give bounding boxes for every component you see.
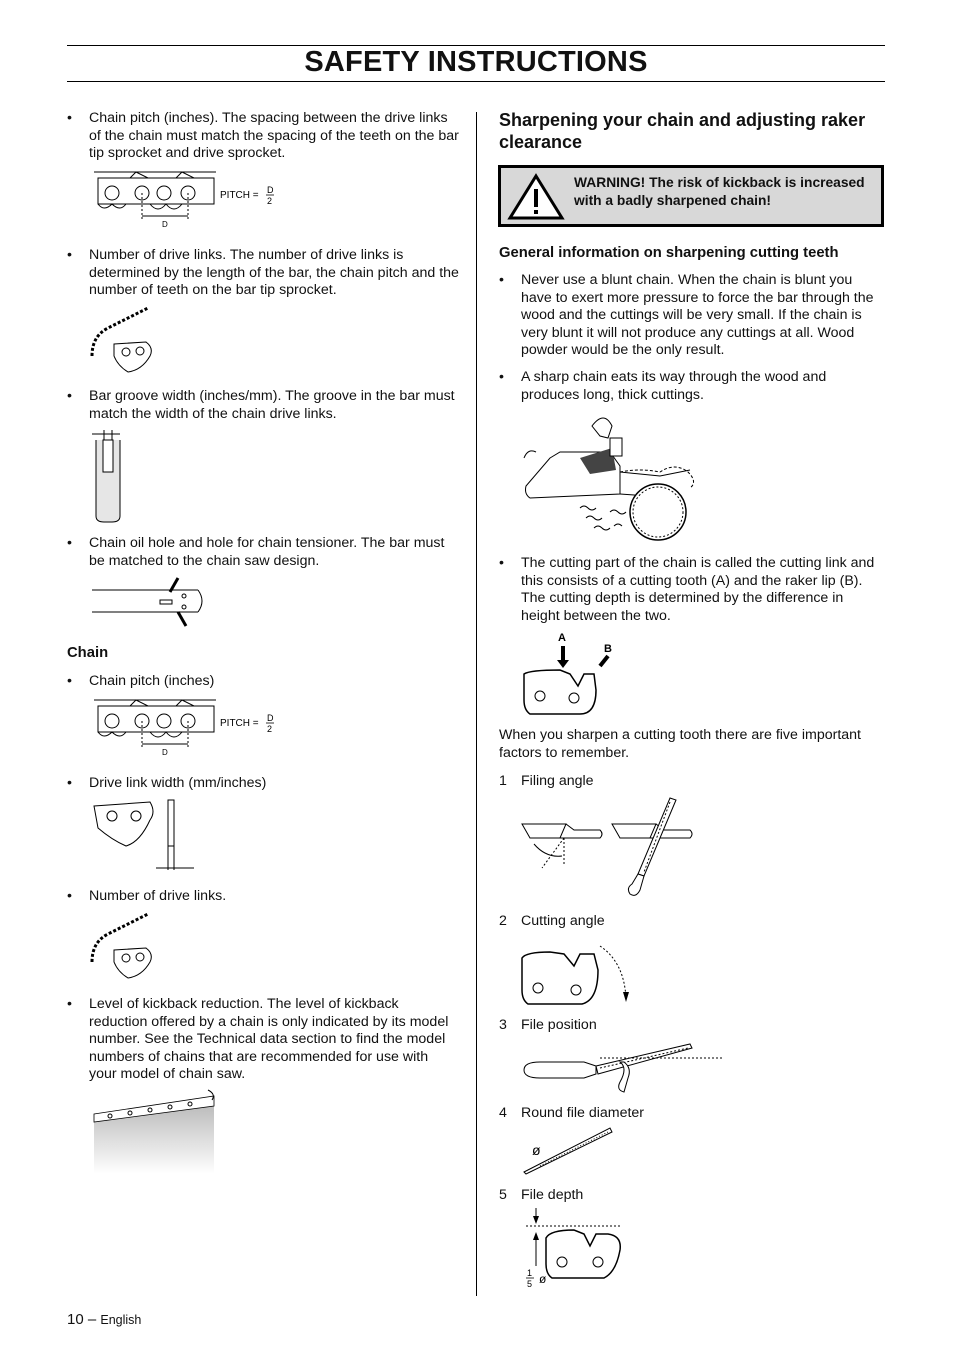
drive-links-illustration-2 (88, 912, 160, 982)
bullet-text: Chain oil hole and hole for chain tensioner. The bar must be matched to the chain saw design. (89, 535, 445, 569)
filing-angle-illustration (520, 794, 700, 902)
d-label: D (162, 748, 168, 757)
footer-language: English (100, 1313, 142, 1327)
bullet-text: Number of drive links. (89, 888, 227, 904)
d-label: D (162, 220, 168, 229)
page-number: 10 – (67, 1311, 97, 1328)
factors-intro: When you sharpen a cutting tooth there are five important factors to remember. (499, 727, 861, 761)
depth-denominator: 5 (527, 1279, 533, 1289)
factor-number: 2 (499, 913, 507, 929)
title-rule (67, 81, 885, 82)
pitch-denominator: 2 (267, 724, 273, 734)
drive-links-illustration (88, 306, 160, 376)
bullet-text: Never use a blunt chain. When the chain is blunt you have to exert more pressure to force the bar through the wood and the cuttings will be very small. If the chain is very blunt it will not produce any cuttings at all. Wood powder would be the only result. (521, 272, 874, 359)
file-depth-illustration (522, 1206, 632, 1290)
bullet-text: A sharp chain eats its way through the wood and produces long, thick cuttings. (521, 369, 827, 403)
factor-label: File position (521, 1017, 597, 1033)
pitch-label: PITCH = (220, 190, 259, 201)
bullet-text: Drive link width (mm/inches) (89, 775, 267, 791)
chainsaw-cutting-illustration (520, 408, 704, 546)
diameter-symbol: ø (532, 1142, 541, 1158)
bar-groove-illustration (90, 430, 130, 525)
bullet-text: Level of kickback reduction. The level of kickback reduction offered by a chain is only indicated by its model number. See the Technical data section to find the model numbers of chains that are recommended for use with your model of chain saw. (89, 996, 449, 1083)
sub-heading: General information on sharpening cutting teeth (499, 245, 839, 261)
warning-box (498, 165, 884, 227)
depth-numerator: 1 (527, 1268, 533, 1278)
bullet-text: Chain pitch (inches). The spacing between the drive links of the chain must match the spacing of the teeth on the bar tip sprocket and drive sprocket. (89, 110, 459, 162)
round-file-illustration (520, 1126, 616, 1178)
file-position-illustration (520, 1038, 726, 1094)
warning-text: WARNING! The risk of kickback is increased with a badly sharpened chain! (574, 175, 865, 208)
pitch-numerator: D (267, 185, 274, 195)
factor-number: 4 (499, 1105, 507, 1121)
cutting-tooth-illustration (520, 630, 620, 720)
warning-triangle-icon (507, 173, 565, 221)
depth-symbol: ø (539, 1272, 547, 1286)
page-footer (67, 1311, 141, 1328)
kickback-chain-illustration (90, 1088, 220, 1176)
cutting-angle-illustration (520, 940, 640, 1006)
section-heading: Sharpening your chain and adjusting raker clearance (499, 110, 866, 152)
factor-number: 5 (499, 1187, 507, 1203)
bullet-text: The cutting part of the chain is called the cutting link and this consists of a cutting tooth (A) and the raker lip (B). The cutting depth is determined by the difference in height between the two. (521, 555, 875, 624)
chain-heading: Chain (67, 645, 109, 661)
label-a: A (558, 632, 566, 644)
factor-label: Round file diameter (521, 1105, 645, 1121)
factor-number: 3 (499, 1017, 507, 1033)
label-b: B (604, 643, 612, 655)
oil-hole-illustration (90, 576, 210, 632)
page-title: SAFETY INSTRUCTIONS (304, 46, 648, 78)
bullet-text: Bar groove width (inches/mm). The groove in the bar must match the width of the chain drive links. (89, 388, 455, 422)
factor-label: Filing angle (521, 773, 594, 789)
factor-number: 1 (499, 773, 507, 789)
chain-pitch-illustration-2 (90, 696, 290, 758)
pitch-label: PITCH = (220, 718, 259, 729)
pitch-numerator: D (267, 713, 274, 723)
bullet-text: Number of drive links. The number of drive links is determined by the length of the bar, the chain pitch and the number of teeth on the bar tip sprocket. (89, 247, 459, 299)
column-divider (476, 112, 477, 1296)
chain-pitch-illustration (90, 168, 290, 230)
drive-link-width-illustration (90, 798, 200, 876)
pitch-denominator: 2 (267, 196, 273, 206)
bullet-text: Chain pitch (inches) (89, 673, 215, 689)
factor-label: File depth (521, 1187, 584, 1203)
factor-label: Cutting angle (521, 913, 605, 929)
